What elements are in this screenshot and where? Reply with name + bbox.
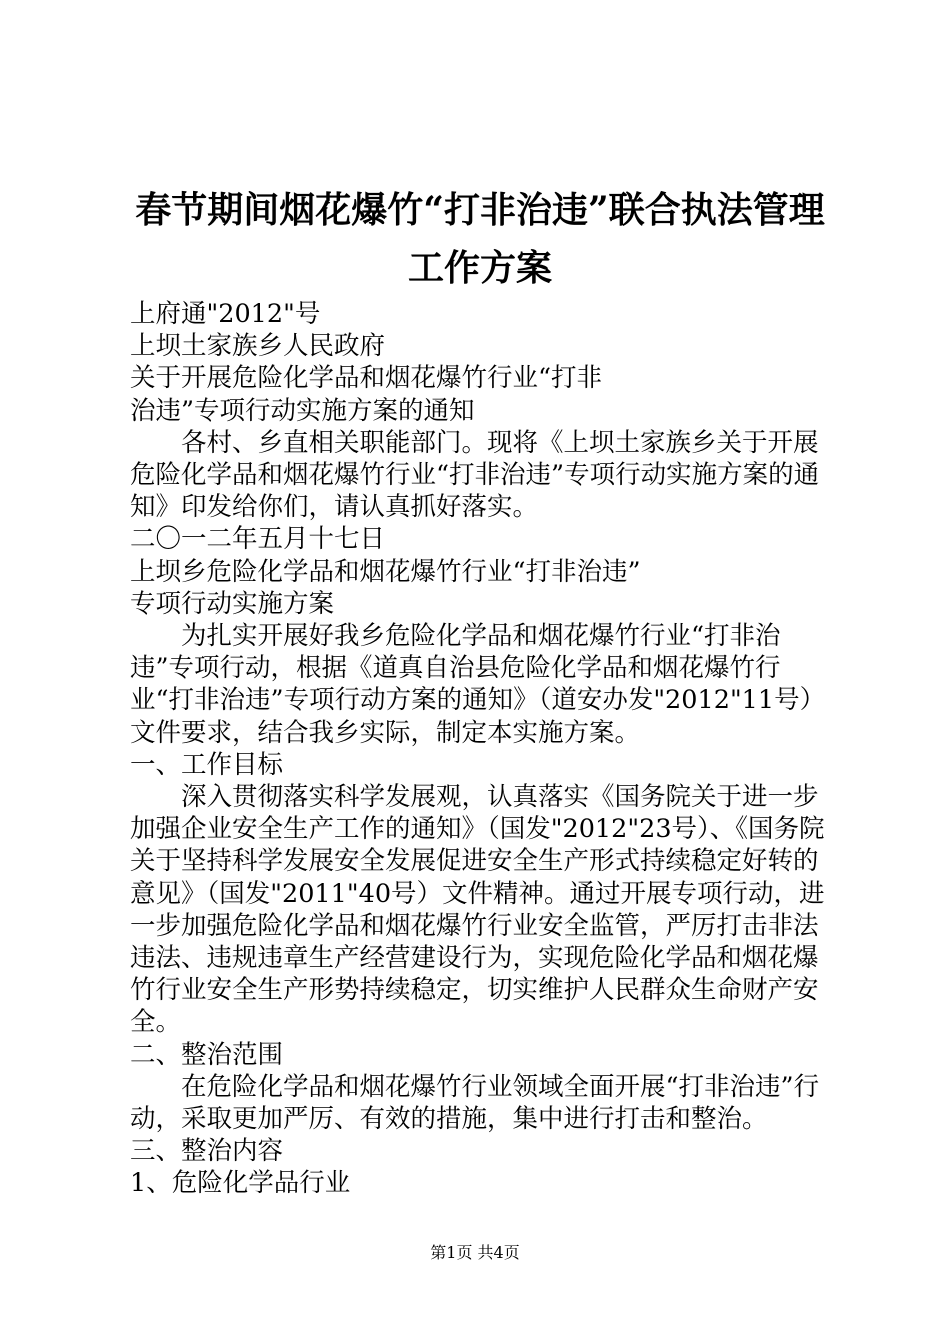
notice-date: 二〇一二年五月十七日 xyxy=(130,524,386,555)
goals-body: 深入贯彻落实科学发展观，认真落实《国务院关于进一步加强企业安全生产工作的通知》（国发"2012"23号）、《国务院关于坚持科学发展安全发展促进安全生产形式持续稳定好转的意见》（国发"2011"40号）文件精神。通过开展专项行动，进一步加强危险化学品和烟花爆竹行业安全监管，严厉打击非法违法、违规违章生产经营建设行为，实现危险化学品和烟花爆竹行业安全生产形势持续稳定，切实维护人民群众生命财产安全。 xyxy=(130,782,825,1038)
document-body xyxy=(130,298,830,1200)
scope-body-line1: 在危险化学品和烟花爆竹行业领域全面开展“打非治违”行 xyxy=(181,1071,820,1102)
section-heading-scope: 二、整治范围 xyxy=(130,1039,284,1070)
notice-title-line1: 关于开展危险化学品和烟花爆竹行业“打非 xyxy=(130,363,603,394)
plan-title-line1: 上坝乡危险化学品和烟花爆竹行业“打非治违” xyxy=(130,556,641,587)
notice-body: 各村、乡直相关职能部门。现将《上坝土家族乡关于开展危险化学品和烟花爆竹行业“打非治违”专项行动实施方案的通知》印发给你们，请认真抓好落实。 xyxy=(130,427,820,523)
page-number-footer: 第1页 共4页 xyxy=(430,1243,520,1262)
document-number: 上府通"2012"号 xyxy=(130,299,321,329)
section-heading-goals: 一、工作目标 xyxy=(130,749,284,780)
plan-title-line2: 专项行动实施方案 xyxy=(130,588,335,619)
section-heading-content: 三、整治内容 xyxy=(130,1136,284,1167)
plan-intro: 为扎实开展好我乡危险化学品和烟花爆竹行业“打非治违”专项行动，根据《道真自治县危险化学品和烟花爆竹行业“打非治违”专项行动方案的通知》（道安办发"2012"11号）文件要求，结合我乡实际，制定本实施方案。 xyxy=(130,621,826,748)
subsection-hazardous-chemicals: 1、危险化学品行业 xyxy=(130,1168,351,1199)
document-title-line1: 春节期间烟花爆竹“打非治违”联合执法管理 xyxy=(135,189,825,231)
scope-body-line2: 动，采取更加严厉、有效的措施，集中进行打击和整治。 xyxy=(130,1104,768,1135)
document-title-line2: 工作方案 xyxy=(407,247,552,289)
issuing-authority: 上坝土家族乡人民政府 xyxy=(130,331,386,362)
notice-title-line2: 治违”专项行动实施方案的通知 xyxy=(130,395,475,426)
